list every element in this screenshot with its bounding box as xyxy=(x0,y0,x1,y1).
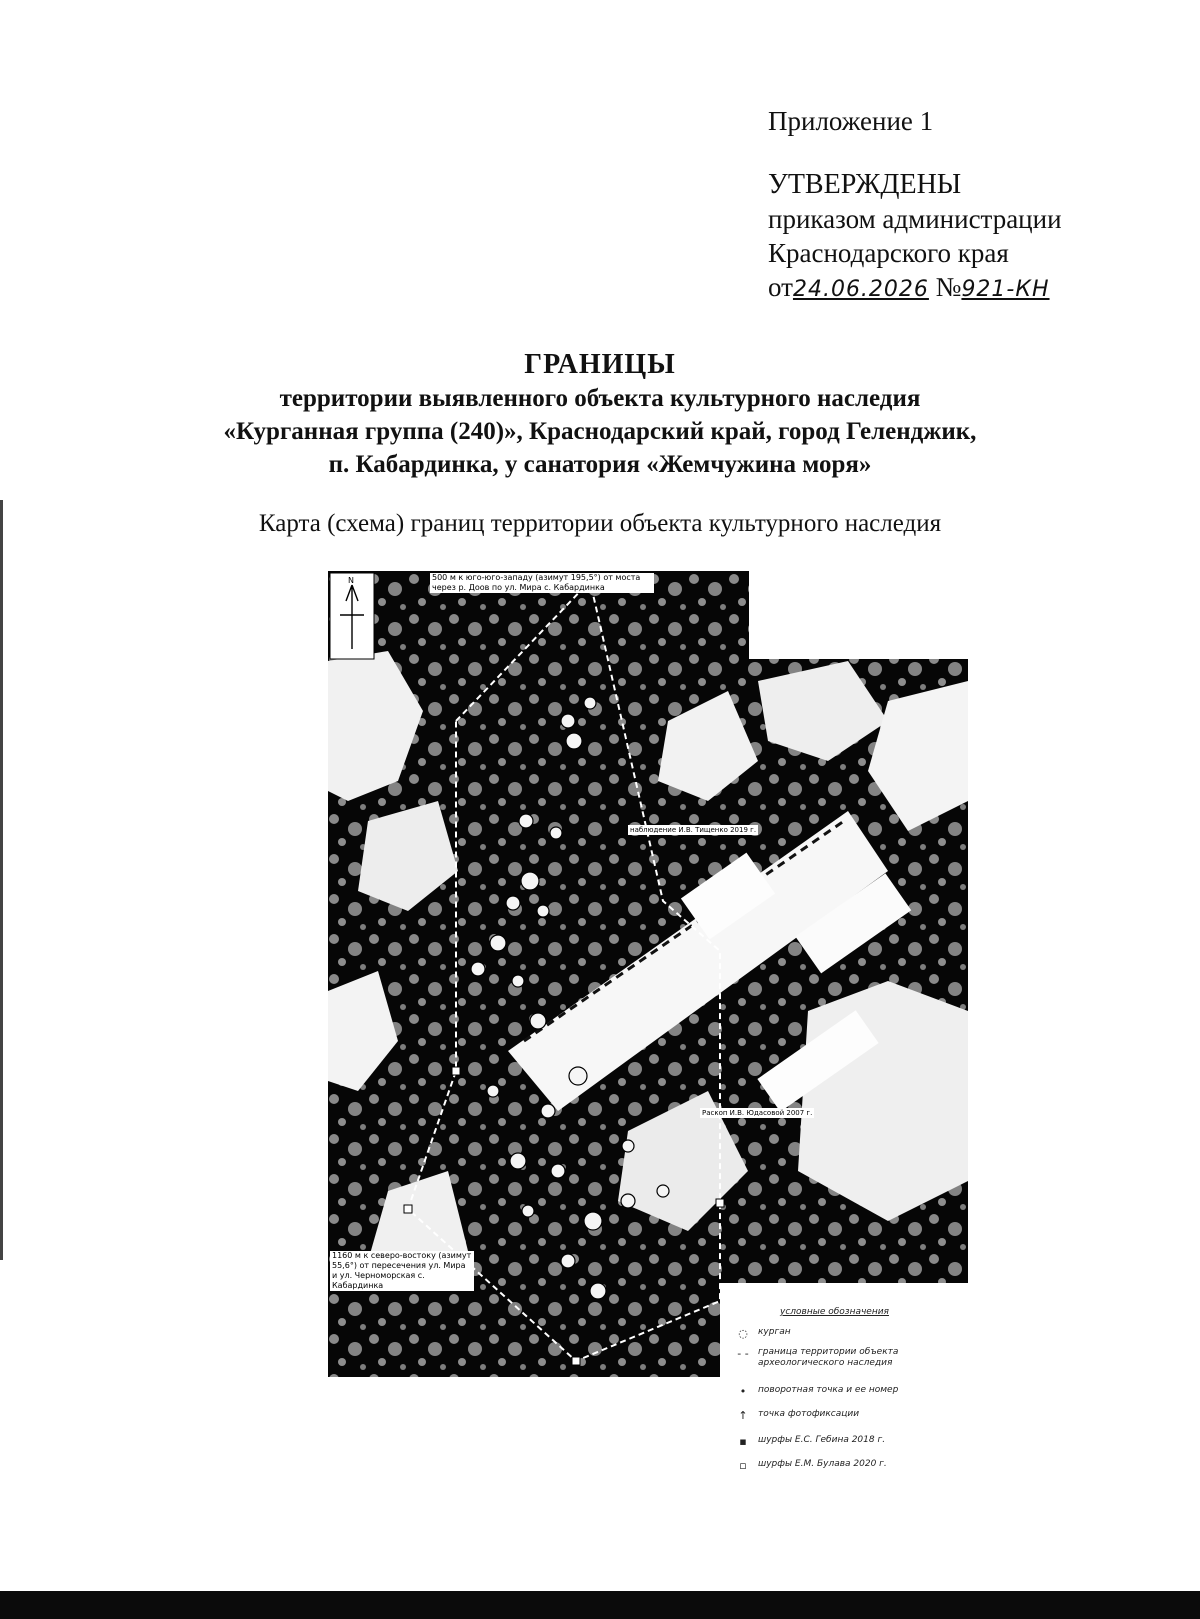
title-line-1: территории выявленного объекта культурного наследия xyxy=(279,385,921,412)
legend-item-pit-bulava: ▫ шурфы Е.М. Булава 2020 г. xyxy=(728,1459,964,1472)
legend-item-pit-gebina: ▪ шурфы Е.С. Гебина 2018 г. xyxy=(728,1435,964,1448)
title-line-2: «Курганная группа (240)», Краснодарский край, город Геленджик, xyxy=(223,418,977,445)
approval-block xyxy=(768,168,1062,307)
legend-item-photo-point: ↑ точка фотофиксации xyxy=(728,1409,964,1422)
map-label-left: 1160 м к северо-востоку (азимут 55,6°) от пересечения ул. Мира и ул. Черноморская с. Кабардинка xyxy=(330,1251,474,1291)
order-number: 921-КН xyxy=(961,277,1050,302)
boundary-map xyxy=(328,571,968,1480)
pit-gebina-icon: ▪ xyxy=(739,1435,747,1448)
document-title xyxy=(0,348,1200,481)
legend-item-mound: ◌ курган xyxy=(728,1327,964,1340)
scan-bottom-edge xyxy=(0,1591,1200,1619)
title-main: ГРАНИЦЫ xyxy=(524,349,676,380)
approved-label: УТВЕРЖДЕНЫ xyxy=(768,169,962,200)
order-line xyxy=(768,270,1062,307)
legend-item-survey-point: • поворотная точка и ее номер xyxy=(728,1385,964,1398)
title-line-3: п. Кабардинка, у санатория «Жемчужина моря» xyxy=(328,451,872,478)
scan-edge-line xyxy=(0,500,3,1260)
map-label-excavation: Раскоп И.В. Юдасовой 2007 г. xyxy=(702,1109,813,1117)
order-number-prefix: № xyxy=(935,272,962,302)
appendix-label: Приложение 1 xyxy=(768,106,934,136)
boundary-icon: - - xyxy=(737,1347,749,1360)
mound-icon: ◌ xyxy=(738,1327,748,1340)
legend-title: условные обозначения xyxy=(780,1307,889,1317)
north-mark: N xyxy=(348,576,354,585)
order-date: 24.06.2026 xyxy=(792,277,929,302)
map-legend xyxy=(720,1305,968,1480)
photo-point-icon: ↑ xyxy=(738,1409,748,1422)
survey-point-icon: • xyxy=(739,1385,747,1398)
region-label: Краснодарского края xyxy=(768,238,1009,268)
map-subtitle: Карта (схема) границ территории объекта культурного наследия xyxy=(258,510,942,537)
pit-bulava-icon: ▫ xyxy=(739,1459,747,1472)
legend-item-boundary: - - граница территории объекта археологического наследия xyxy=(728,1347,964,1369)
map-label-observation: наблюдение И.В. Тищенко 2019 г. xyxy=(630,826,757,834)
by-order-label: приказом администрации xyxy=(768,204,1062,234)
order-date-prefix: от xyxy=(768,272,793,302)
map-label-top: 500 м к юго-юго-западу (азимут 195,5°) от моста через р. Доов по ул. Мира с. Кабардинка xyxy=(430,573,654,593)
